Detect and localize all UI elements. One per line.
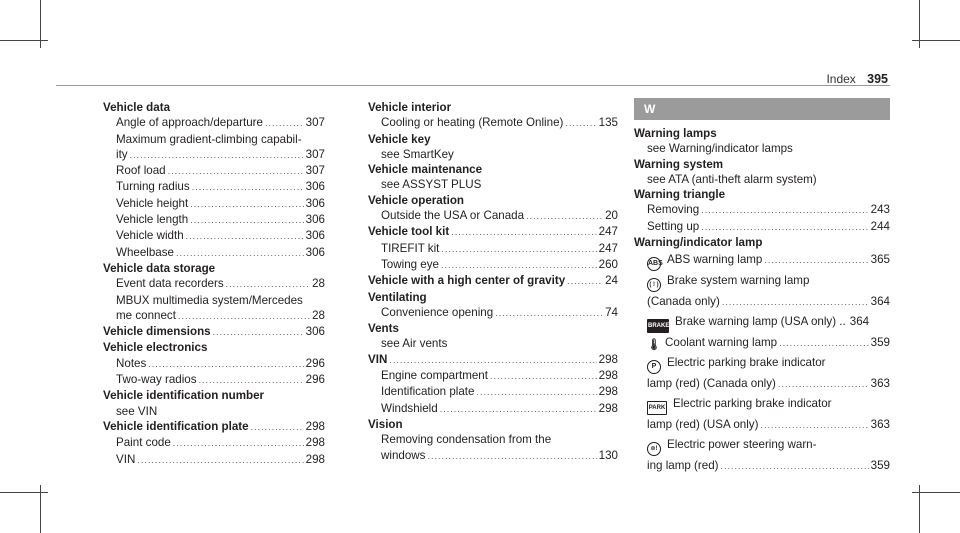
index-entry-ventilating (368, 290, 618, 322)
index-column-3 (634, 100, 890, 476)
index-entry-warning-triangle (634, 187, 890, 235)
index-subentry: Removing condensation from the (381, 433, 552, 447)
index-subentry: ( ! ) Brake system warning lamp (634, 271, 890, 292)
entry-heading: VIN (368, 352, 388, 366)
index-entry-vents (368, 321, 618, 352)
power-steering-warning-icon: ⊚! (647, 442, 661, 456)
crop-mark (912, 492, 960, 493)
crop-mark (0, 40, 48, 41)
entry-heading: Warning system (634, 157, 724, 171)
index-subentry: PARK Electric parking brake indicator (634, 394, 890, 415)
crop-mark (0, 492, 48, 493)
index-subentry[interactable]: (Canada only) ..... 364 (634, 292, 890, 312)
index-subentry[interactable]: Cooling or heating (Remote Online) ..... 135 (368, 115, 618, 131)
parking-brake-icon: P (647, 360, 661, 374)
index-entry-vehicle-data-storage (103, 261, 325, 324)
entry-heading: Vehicle data storage (103, 261, 216, 275)
index-entry-vehicle-interior (368, 100, 618, 132)
index-entry-warning-indicator-lamp (634, 235, 890, 476)
index-entry-vehicle-electronics (103, 340, 325, 388)
brake-warning-icon: BRAKE (647, 319, 669, 333)
index-entry-vehicle-key (368, 132, 618, 163)
index-subentry[interactable]: Event data recorders ..... 28 (103, 276, 325, 292)
index-entry-vision (368, 417, 618, 464)
index-subentry[interactable]: Wheelbase ..... 306 (103, 245, 325, 261)
index-subentry[interactable]: Outside the USA or Canada ..... 20 (368, 208, 618, 224)
page-number: 395 (867, 72, 888, 86)
entry-heading: Vehicle identification plate (103, 419, 249, 433)
entry-heading: Vehicle data (103, 101, 171, 114)
header-label: Index (826, 72, 856, 86)
entry-heading: Vehicle operation (368, 193, 464, 207)
index-subentry[interactable]: Angle of approach/departure ..... 307 (103, 115, 325, 131)
index-subentry: Maximum gradient-climbing capabil- (116, 132, 302, 146)
index-entry-vehicle-maintenance (368, 162, 618, 193)
index-subentry[interactable]: Vehicle length ..... 306 (103, 212, 325, 228)
coolant-temperature-icon: 🌡 (647, 339, 661, 352)
index-subentry[interactable]: Identification plate ..... 298 (368, 384, 618, 400)
brake-system-warning-icon: ( ! ) (647, 278, 661, 292)
index-entry-vehicle-dimensions[interactable]: Vehicle dimensions ..... 306 (103, 324, 325, 340)
index-subentry[interactable]: ity ..... 307 (103, 147, 325, 163)
header-rule (56, 85, 890, 86)
index-subentry[interactable]: Removing ..... 243 (634, 202, 890, 218)
entry-heading: Ventilating (368, 290, 427, 304)
letter-section-heading: W (634, 98, 890, 120)
index-subentry[interactable]: lamp (red) (Canada only) ..... 363 (634, 374, 890, 394)
index-subentry[interactable]: me connect ..... 28 (103, 308, 325, 324)
index-subentry[interactable]: Roof load ..... 307 (103, 163, 325, 179)
index-subentry[interactable]: Convenience opening ..... 74 (368, 305, 618, 321)
entry-heading: Vents (368, 322, 399, 336)
index-entry-vin: VIN ..... 298 Engine compartment ..... 298 Identification plate ..... 298 Windshield ..... 298 (368, 352, 618, 417)
index-subentry[interactable]: 🌡 Coolant warning lamp ..... 359 (634, 333, 890, 353)
see-reference[interactable]: see VIN (116, 404, 158, 418)
entry-heading: Vehicle dimensions (103, 325, 211, 339)
index-entry-warning-lamps (634, 126, 890, 157)
index-subentry[interactable]: VIN ..... 298 (103, 452, 325, 468)
index-subentry[interactable]: Turning radius ..... 306 (103, 179, 325, 195)
index-entry-vehicle-identification-number (103, 388, 325, 419)
index-subentry[interactable]: ABS ABS warning lamp ..... 365 (634, 250, 890, 271)
index-subentry: MBUX multimedia system/Mercedes (116, 293, 303, 307)
page-header (826, 72, 888, 86)
index-entry-vehicle-data (103, 100, 325, 261)
index-subentry[interactable]: TIREFIT kit ..... 247 (368, 241, 618, 257)
index-subentry: P Electric parking brake indicator (634, 353, 890, 374)
see-reference[interactable]: see ATA (anti-theft alarm system) (647, 172, 817, 186)
index-subentry[interactable]: Paint code ..... 298 (103, 435, 325, 451)
index-entry-vehicle-operation (368, 193, 618, 225)
entry-heading: Vehicle identification number (103, 389, 265, 403)
index-entry-warning-system (634, 157, 890, 188)
entry-heading: Vehicle with a high center of gravity (368, 274, 566, 288)
park-brake-icon: PARK (647, 401, 667, 415)
index-subentry[interactable]: Windshield ..... 298 (368, 401, 618, 417)
index-entry-vehicle-high-center-of-gravity[interactable]: Vehicle with a high center of gravity ..... 24 (368, 273, 618, 289)
index-column-1 (103, 100, 325, 468)
index-entry-vehicle-tool-kit: Vehicle tool kit ..... 247 TIREFIT kit ..... 247 Towing eye ..... 260 (368, 224, 618, 273)
entry-heading: Warning lamps (634, 127, 717, 140)
see-reference[interactable]: see Air vents (381, 337, 448, 351)
see-reference[interactable]: see SmartKey (381, 147, 454, 161)
index-entry-vehicle-identification-plate: Vehicle identification plate ..... 298 Paint code ..... 298 VIN ..... 298 (103, 419, 325, 468)
index-column-2 (368, 100, 618, 464)
index-subentry[interactable]: lamp (red) (USA only) ..... 363 (634, 415, 890, 435)
index-subentry[interactable]: Towing eye ..... 260 (368, 257, 618, 273)
entry-heading: Vehicle electronics (103, 341, 208, 355)
see-reference[interactable]: see ASSYST PLUS (381, 178, 482, 192)
index-subentry[interactable]: BRAKE Brake warning lamp (USA only) .. 364 (634, 312, 890, 333)
entry-heading: Vehicle interior (368, 101, 452, 114)
abs-warning-icon: ABS (647, 257, 661, 271)
entry-heading: Vehicle key (368, 132, 431, 146)
index-subentry[interactable]: ing lamp (red) ..... 359 (634, 456, 890, 476)
index-subentry[interactable]: Vehicle width ..... 306 (103, 228, 325, 244)
index-subentry[interactable]: Setting up ..... 244 (634, 219, 890, 235)
index-subentry[interactable]: Two-way radios ..... 296 (103, 372, 325, 388)
index-subentry[interactable]: windows ..... 130 (368, 448, 618, 464)
see-reference[interactable]: see Warning/indicator lamps (647, 142, 793, 156)
index-subentry[interactable]: Vehicle height ..... 306 (103, 196, 325, 212)
index-subentry[interactable]: Notes ..... 296 (103, 356, 325, 372)
entry-heading: Warning triangle (634, 188, 726, 202)
index-subentry: ⊚! Electric power steering warn- (634, 435, 890, 456)
index-subentry[interactable]: Engine compartment ..... 298 (368, 368, 618, 384)
entry-heading: Vehicle maintenance (368, 163, 483, 177)
entry-heading: Vision (368, 417, 403, 431)
crop-mark (912, 40, 960, 41)
entry-heading: Vehicle tool kit (368, 225, 450, 239)
entry-heading: Warning/indicator lamp (634, 236, 763, 250)
